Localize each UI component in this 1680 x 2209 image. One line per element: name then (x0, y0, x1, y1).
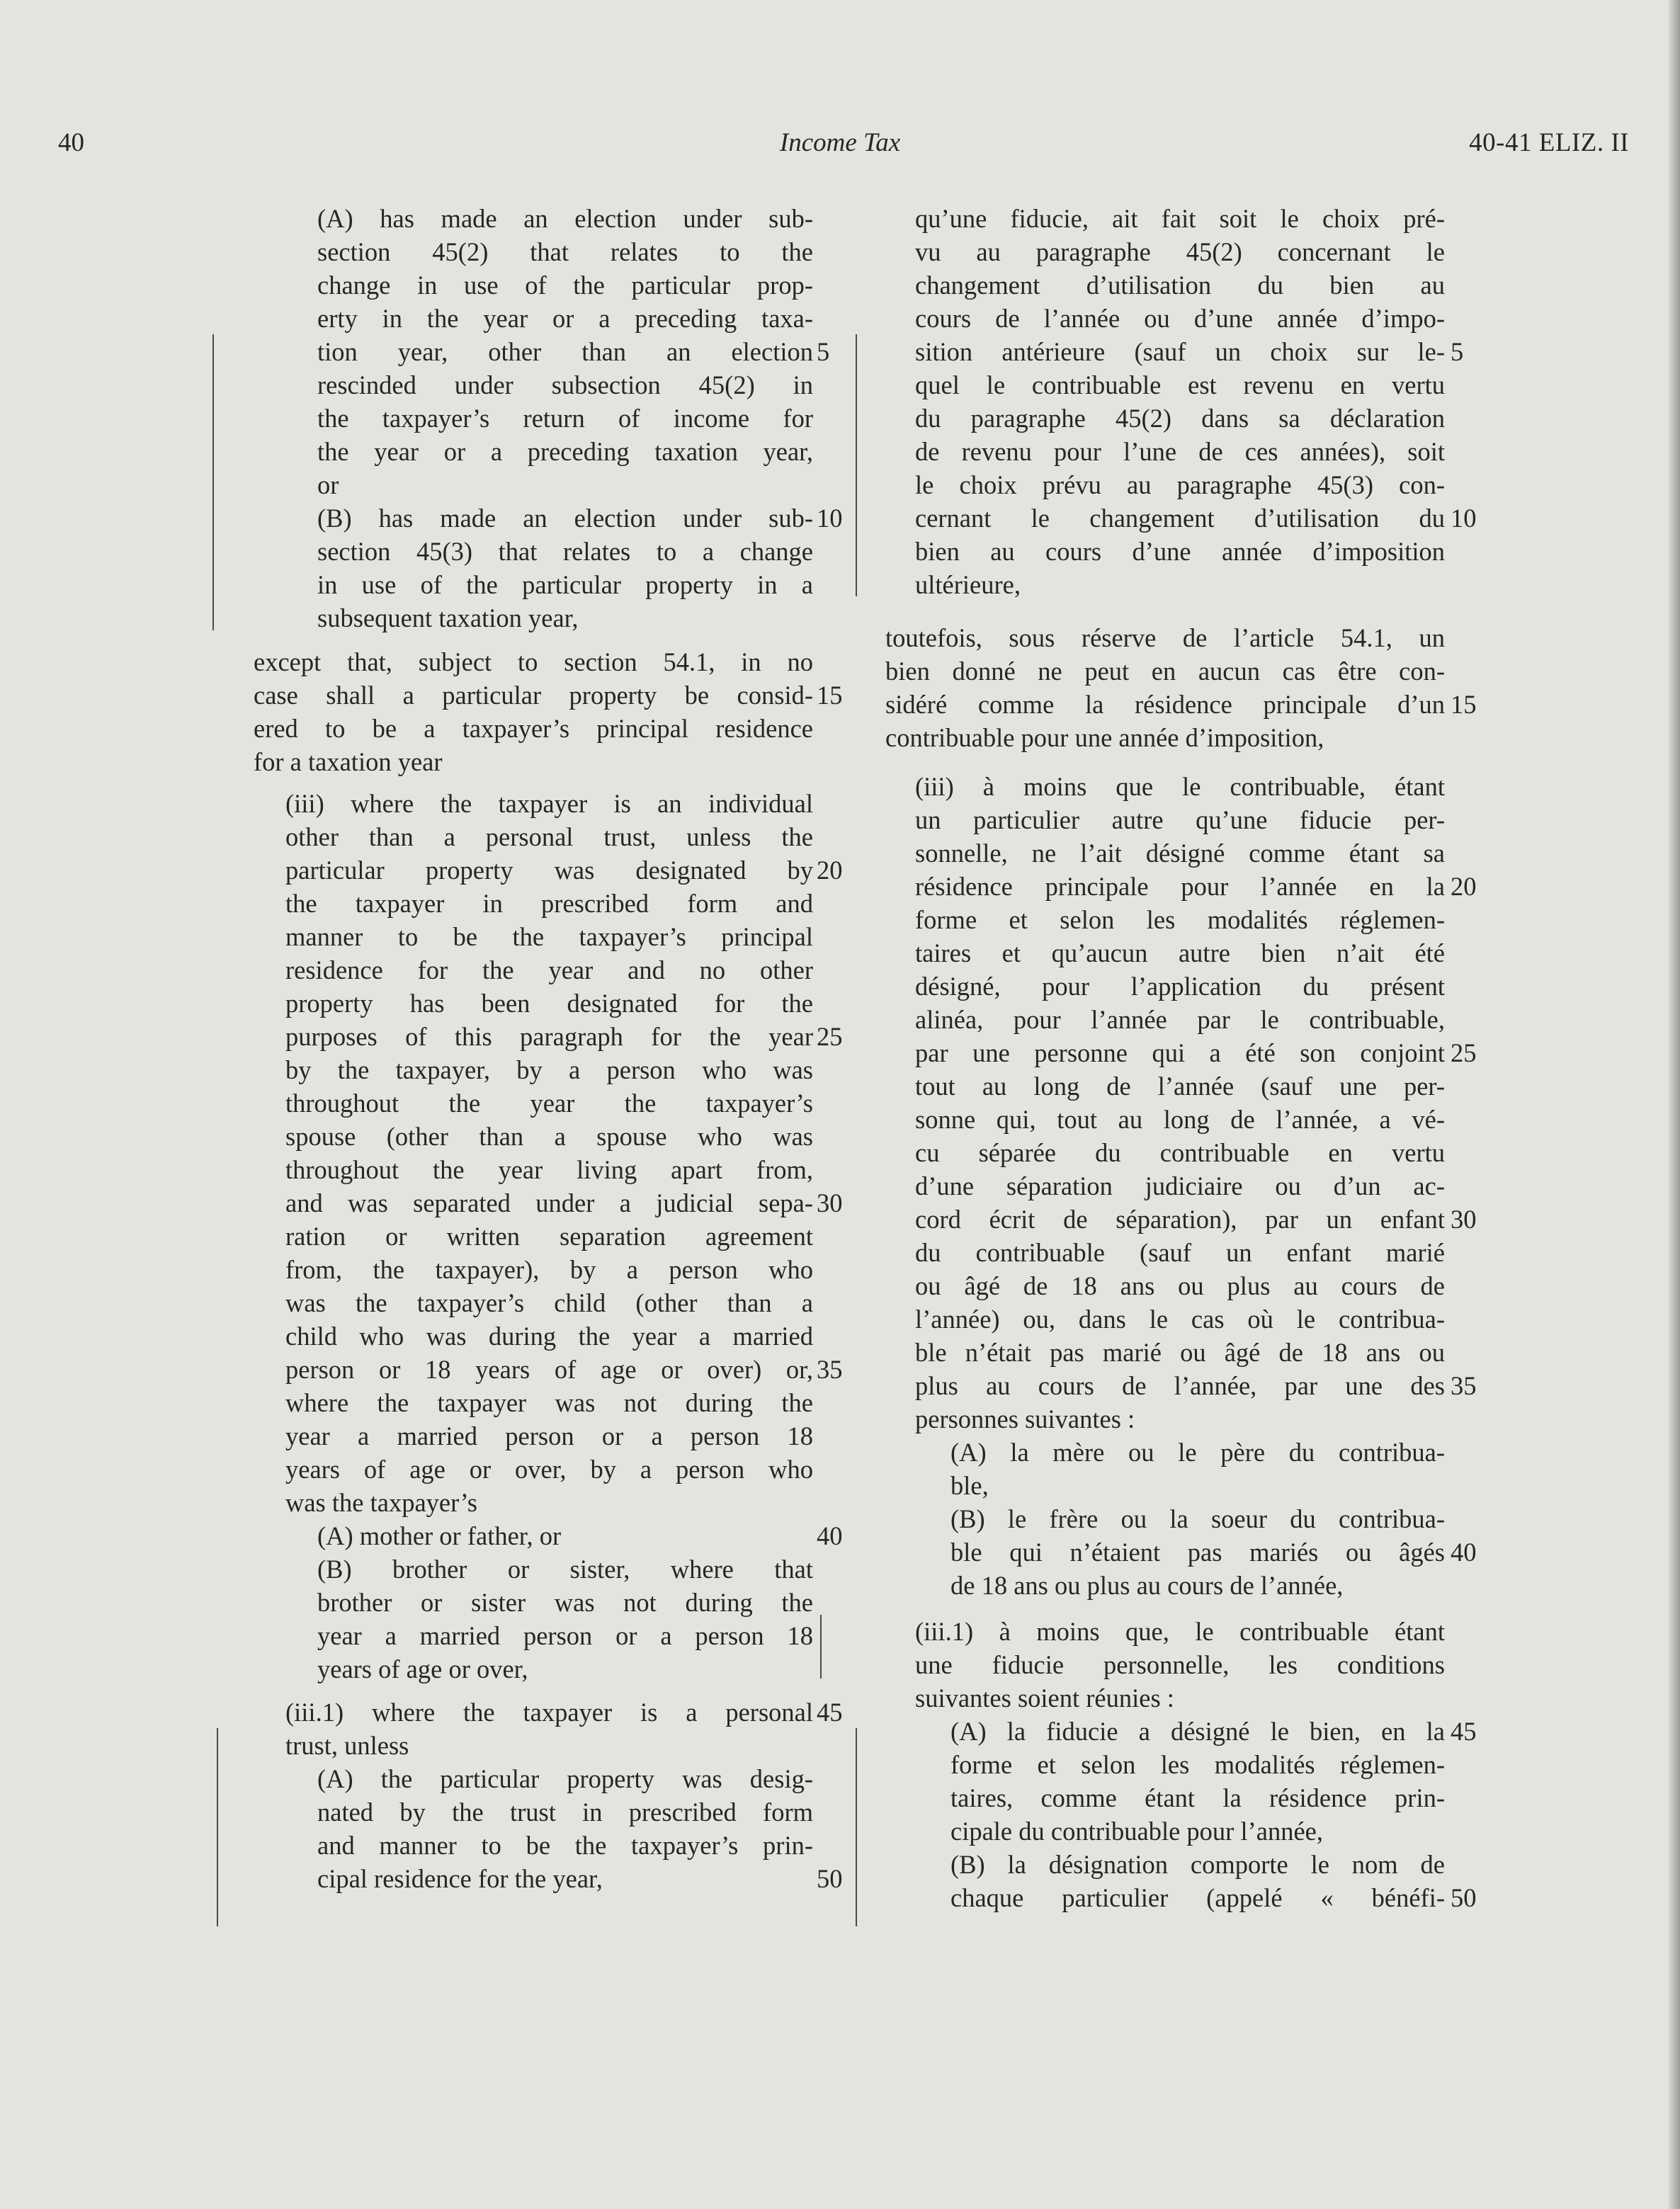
text-line: ble, (950, 1471, 989, 1500)
text-line: forme et selon les modalités réglemen- (950, 1750, 1445, 1779)
text-line: personnes suivantes : (915, 1404, 1135, 1433)
text-line: year a married person or a person 18 (317, 1621, 813, 1650)
line-number: 50 (817, 1864, 843, 1893)
text-line: d’une séparation judiciaire ou d’un ac- (915, 1171, 1445, 1200)
text-line: changement d’utilisation du bien au (915, 271, 1445, 300)
change-bar (856, 334, 857, 596)
text-line: un particulier autre qu’une fiducie per- (915, 805, 1445, 834)
text-line: de 18 ans ou plus au cours de l’année, (950, 1571, 1344, 1600)
text-line: ou âgé de 18 ans ou plus au cours de (915, 1271, 1445, 1300)
text-line: sonne qui, tout au long de l’année, a vé- (915, 1105, 1445, 1134)
text-line: where the taxpayer was not during the (285, 1388, 813, 1417)
line-number: 45 (817, 1698, 843, 1727)
text-line: tion year, other than an election (317, 337, 813, 366)
text-line: from, the taxpayer), by a person who (285, 1255, 813, 1284)
line-number: 45 (1451, 1717, 1477, 1746)
text-line: du paragraphe 45(2) dans sa déclaration (915, 404, 1445, 433)
text-line: (A) la mère ou le père du contribua- (950, 1438, 1445, 1467)
running-title: Income Tax (779, 128, 901, 157)
line-number: 50 (1451, 1883, 1477, 1912)
text-line: person or 18 years of age or over) or, (285, 1355, 813, 1384)
change-bar (212, 334, 214, 630)
text-line: (iii.1) à moins que, le contribuable étant (915, 1617, 1445, 1646)
text-line: toutefois, sous réserve de l’article 54.1, un (885, 623, 1445, 652)
text-line: taires, comme étant la résidence prin- (950, 1783, 1445, 1812)
text-line: (iii) where the taxpayer is an individual (285, 789, 813, 818)
text-line: throughout the year living apart from, (285, 1155, 813, 1184)
text-line: erty in the year or a preceding taxa- (317, 304, 813, 333)
text-line: cernant le changement d’utilisation du (915, 504, 1445, 533)
line-number: 40 (1451, 1538, 1477, 1567)
text-line: and manner to be the taxpayer’s prin- (317, 1831, 813, 1860)
page-number: 40 (58, 128, 84, 157)
text-line: alinéa, pour l’année par le contribuable, (915, 1005, 1445, 1034)
line-number: 35 (817, 1355, 843, 1384)
line-number: 5 (1451, 337, 1464, 366)
text-line: (iii) à moins que le contribuable, étant (915, 772, 1445, 801)
text-line: by the taxpayer, by a person who was (285, 1055, 813, 1084)
text-line: le choix prévu au paragraphe 45(3) con- (915, 470, 1445, 499)
text-line: bien donné ne peut en aucun cas être con- (885, 657, 1445, 686)
text-line: change in use of the particular prop- (317, 271, 813, 300)
text-line: for a taxation year (254, 747, 443, 776)
line-number: 30 (817, 1188, 843, 1217)
change-bar (820, 1615, 822, 1679)
text-line: section 45(3) that relates to a change (317, 537, 813, 566)
text-line: the taxpayer in prescribed form and (285, 889, 813, 918)
text-line: (A) the particular property was desig- (317, 1764, 813, 1793)
text-line: tout au long de l’année (sauf une per- (915, 1072, 1445, 1101)
line-number: 20 (1451, 872, 1477, 901)
text-line: du contribuable (sauf un enfant marié (915, 1238, 1445, 1267)
text-line: quel le contribuable est revenu en vertu (915, 370, 1445, 399)
text-line: (B) has made an election under sub- (317, 504, 813, 533)
text-line: forme et selon les modalités réglemen- (915, 905, 1445, 934)
text-line: was the taxpayer’s child (other than a (285, 1288, 813, 1317)
text-line: bien au cours d’une année d’imposition (915, 537, 1445, 566)
text-line: manner to be the taxpayer’s principal (285, 922, 813, 951)
text-line: purposes of this paragraph for the year (285, 1022, 813, 1051)
line-number: 10 (1451, 504, 1477, 533)
text-line: par une personne qui a été son conjoint (915, 1038, 1445, 1067)
text-line: particular property was designated by (285, 856, 813, 885)
text-line: (B) le frère ou la soeur du contribua- (950, 1504, 1445, 1533)
text-line: de revenu pour l’une de ces années), soit (915, 437, 1445, 466)
text-line: or (317, 470, 339, 499)
text-line: contribuable pour une année d’imposition, (885, 723, 1324, 752)
text-line: (B) brother or sister, where that (317, 1555, 813, 1584)
text-line: sition antérieure (sauf un choix sur le- (915, 337, 1445, 366)
text-line: ultérieure, (915, 570, 1021, 599)
text-line: spouse (other than a spouse who was (285, 1122, 813, 1151)
text-line: property has been designated for the (285, 989, 813, 1018)
text-line: year a married person or a person 18 (285, 1421, 813, 1450)
text-line: plus au cours de l’année, par une des (915, 1371, 1445, 1400)
line-number: 5 (817, 337, 830, 366)
text-line: ration or written separation agreement (285, 1222, 813, 1251)
text-line: cipal residence for the year, (317, 1864, 603, 1893)
change-bar (217, 1728, 218, 1926)
line-number: 25 (817, 1022, 843, 1051)
text-line: ble n’était pas marié ou âgé de 18 ans ou (915, 1338, 1445, 1367)
text-line: years of age or over, by a person who (285, 1455, 813, 1484)
line-number: 15 (1451, 690, 1477, 719)
text-line: and was separated under a judicial sepa- (285, 1188, 813, 1217)
text-line: une fiducie personnelle, les conditions (915, 1650, 1445, 1679)
text-line: throughout the year the taxpayer’s (285, 1089, 813, 1118)
text-line: except that, subject to section 54.1, in no (254, 647, 813, 676)
text-line: section 45(2) that relates to the (317, 237, 813, 266)
line-number: 25 (1451, 1038, 1477, 1067)
text-line: sidéré comme la résidence principale d’un (885, 690, 1445, 719)
text-line: (A) mother or father, or (317, 1521, 562, 1550)
page-edge (1669, 0, 1680, 2209)
text-line: chaque particulier (appelé « bénéfi- (950, 1883, 1445, 1912)
text-line: child who was during the year a married (285, 1322, 813, 1351)
text-line: désigné, pour l’application du présent (915, 972, 1445, 1001)
text-line: brother or sister was not during the (317, 1588, 813, 1617)
text-line: (A) la fiducie a désigné le bien, en la (950, 1717, 1445, 1746)
line-number: 20 (817, 856, 843, 885)
text-line: subsequent taxation year, (317, 603, 579, 632)
text-line: l’année) ou, dans le cas où le contribua- (915, 1305, 1445, 1334)
text-line: in use of the particular property in a (317, 570, 813, 599)
text-line: cours de l’année ou d’une année d’impo- (915, 304, 1445, 333)
line-number: 15 (817, 681, 843, 710)
text-line: cipale du contribuable pour l’année, (950, 1817, 1323, 1846)
text-line: rescinded under subsection 45(2) in (317, 370, 813, 399)
text-line: ered to be a taxpayer’s principal residence (254, 714, 813, 743)
text-line: sonnelle, ne l’ait désigné comme étant sa (915, 839, 1445, 868)
line-number: 10 (817, 504, 843, 533)
text-line: trust, unless (285, 1731, 409, 1760)
text-line: the taxpayer’s return of income for (317, 404, 813, 433)
text-line: (A) has made an election under sub- (317, 204, 813, 233)
text-line: cu séparée du contribuable en vertu (915, 1138, 1445, 1167)
text-line: taires et qu’aucun autre bien n’ait été (915, 938, 1445, 967)
text-line: the year or a preceding taxation year, (317, 437, 813, 466)
text-line: nated by the trust in prescribed form (317, 1798, 813, 1827)
text-line: vu au paragraphe 45(2) concernant le (915, 237, 1445, 266)
text-line: ble qui n’étaient pas mariés ou âgés (950, 1538, 1445, 1567)
line-number: 30 (1451, 1205, 1477, 1234)
line-number: 40 (817, 1521, 843, 1550)
text-line: suivantes soient réunies : (915, 1683, 1174, 1713)
change-bar (856, 1728, 857, 1926)
text-line: résidence principale pour l’année en la (915, 872, 1445, 901)
line-number: 35 (1451, 1371, 1477, 1400)
session-label: 40-41 ELIZ. II (1469, 128, 1629, 157)
text-line: qu’une fiducie, ait fait soit le choix pré- (915, 204, 1445, 233)
text-line: years of age or over, (317, 1654, 528, 1683)
text-line: residence for the year and no other (285, 955, 813, 984)
text-line: cord écrit de séparation), par un enfant (915, 1205, 1445, 1234)
text-line: was the taxpayer’s (285, 1488, 477, 1517)
text-line: (iii.1) where the taxpayer is a personal (285, 1698, 813, 1727)
text-line: case shall a particular property be consid- (254, 681, 813, 710)
text-line: (B) la désignation comporte le nom de (950, 1850, 1445, 1879)
text-line: other than a personal trust, unless the (285, 822, 813, 851)
